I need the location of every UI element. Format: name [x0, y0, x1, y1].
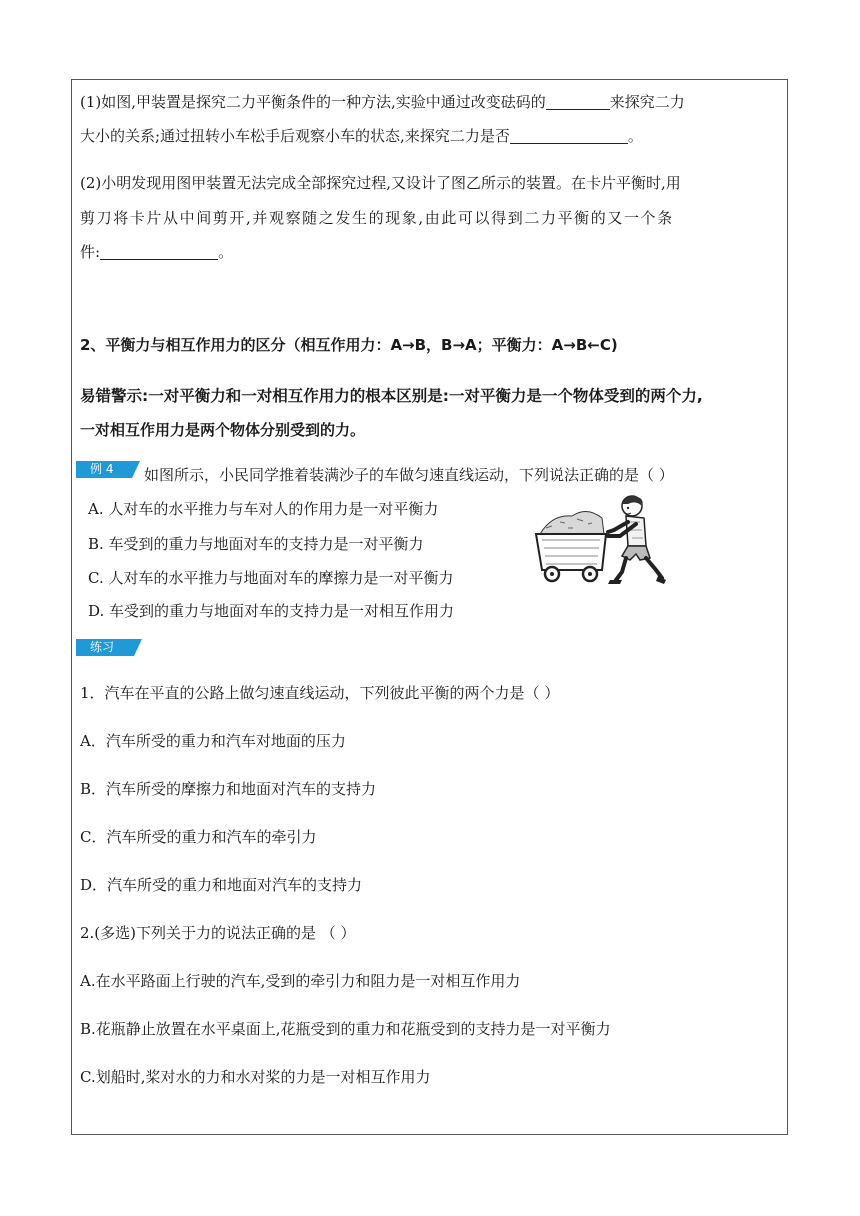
practice-q1-option-a: A．汽车所受的重力和汽车对地面的压力: [80, 732, 346, 750]
example-tag: [76, 461, 132, 478]
question-2-text-d: 。: [218, 243, 234, 261]
practice-tag-label: 练习: [90, 640, 115, 654]
question-1-line-2: [80, 120, 643, 152]
question-2-text-c: 件:: [80, 243, 101, 261]
question-1-line-1: [80, 86, 685, 118]
practice-q2-option-c: C.划船时,桨对水的力和水对桨的力是一对相互作用力: [80, 1068, 431, 1086]
question-1-text-b: 来探究二力: [609, 93, 685, 111]
practice-question-2: 2.(多选)下列关于力的说法正确的是 （ ）: [80, 924, 356, 942]
warning-line-2: 一对相互作用力是两个物体分别受到的力。: [80, 421, 366, 439]
practice-tag: [76, 639, 134, 656]
practice-q2-option-b: B.花瓶静止放置在水平桌面上,花瓶受到的重力和花瓶受到的支持力是一对平衡力: [80, 1020, 611, 1038]
example-option-b: B. 车受到的重力与地面对车的支持力是一对平衡力: [88, 535, 424, 553]
practice-q1-option-d: D．汽车所受的重力和地面对汽车的支持力: [80, 876, 363, 894]
question-1-text-c: 大小的关系;通过扭转小车松手后观察小车的状态,来探究二力是否: [80, 127, 510, 145]
question-2-line-2: 剪刀将卡片从中间剪开,并观察随之发生的现象,由此可以得到二力平衡的又一个条: [80, 209, 674, 227]
practice-q1-option-b: B．汽车所受的摩擦力和地面对汽车的支持力: [80, 780, 377, 798]
example-option-a: A. 人对车的水平推力与车对人的作用力是一对平衡力: [88, 500, 439, 518]
question-1-text-d: 。: [627, 127, 643, 145]
answer-blank-1[interactable]: [546, 91, 610, 110]
example-option-d: D. 车受到的重力与地面对车的支持力是一对相互作用力: [88, 602, 455, 620]
example-stem: 如图所示，小民同学推着装满沙子的车做匀速直线运动，下列说法正确的是（ ）: [144, 466, 674, 484]
warning-line-1: 易错警示:一对平衡力和一对相互作用力的根本区别是:一对平衡力是一个物体受到的两个力,: [80, 387, 703, 405]
practice-q1-option-c: C．汽车所受的重力和汽车的牵引力: [80, 828, 317, 846]
example-tag-label: 例 4: [90, 462, 114, 476]
question-2-line-1: (2)小明发现用图甲装置无法完成全部探究过程,又设计了图乙所示的装置。在卡片平衡时,用: [80, 174, 681, 192]
question-1-text-a: (1)如图,甲装置是探究二力平衡条件的一种方法,实验中通过改变砝码的: [80, 93, 546, 111]
answer-blank-3[interactable]: [100, 241, 218, 260]
practice-question-1: 1．汽车在平直的公路上做匀速直线运动，下列彼此平衡的两个力是（ ）: [80, 684, 560, 702]
practice-q2-option-a: A.在水平路面上行驶的汽车,受到的牵引力和阻力是一对相互作用力: [80, 972, 521, 990]
question-2-line-3: [80, 236, 233, 268]
section-heading: 2、平衡力与相互作用力的区分（相互作用力：A→B，B→A；平衡力：A→B←C): [80, 336, 618, 354]
answer-blank-2[interactable]: [510, 125, 628, 144]
example-option-c: C. 人对车的水平推力与地面对车的摩擦力是一对平衡力: [88, 569, 454, 587]
boy-pushing-cart-illustration: [532, 492, 667, 587]
